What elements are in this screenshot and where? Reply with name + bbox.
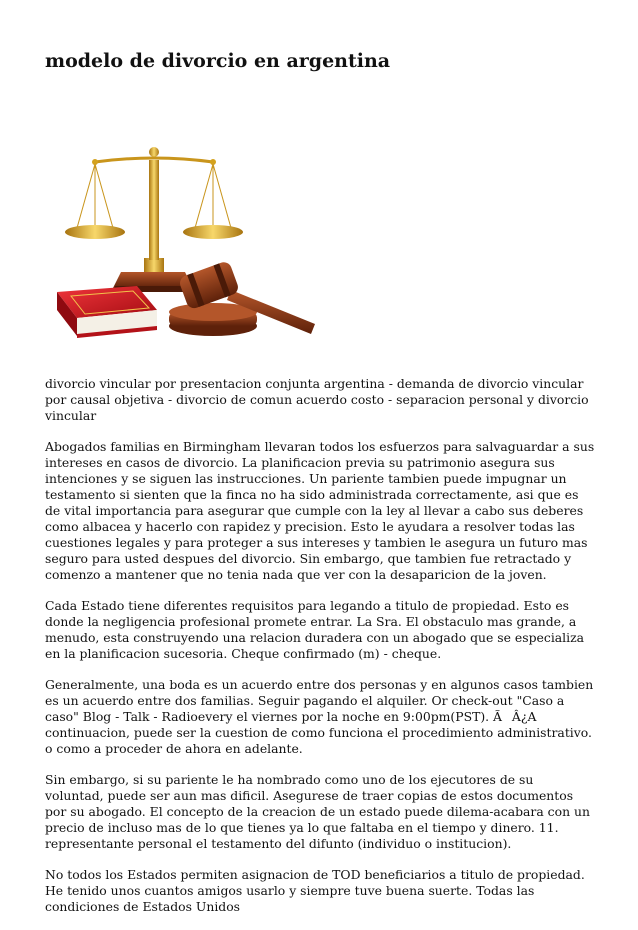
paragraph: No todos los Estados permiten asignacion de TOD beneficiarios a titulo de propiedad. He tenido unos cuantos amigos usarlo y siempre tuve buena suerte. Todas las condiciones de Estados Unidos <box>45 867 585 914</box>
gavel-icon <box>169 260 315 336</box>
paragraph: Generalmente, una boda es un acuerdo entre dos personas y en algunos casos tambien es un acuerdo entre dos familias. Seguir pagando el alquiler. Or check-out "Caso a caso" Blog - Talk - Radioevery el viernes por la noche en 9:00pm(PST). ÃÂ¿A continuacion, puede ser la cuestion de como funciona el procedimiento administrativo. o como a proceder de ahora en adelante. <box>45 677 594 756</box>
paragraph: divorcio vincular por presentacion conjunta argentina - demanda de divorcio vincular por causal objetiva - divorcio de comun acuerdo costo - separacion personal y divorcio vincular <box>45 376 589 423</box>
law-book-icon <box>57 286 157 338</box>
justice-illustration <box>45 140 335 340</box>
article-body <box>45 376 595 930</box>
page-title: modelo de divorcio en argentina <box>45 50 391 72</box>
scales-gavel-book-image <box>45 140 335 340</box>
paragraph: Sin embargo, si su pariente le ha nombrado como uno de los ejecutores de su voluntad, puede ser aun mas dificil. Asegurese de traer copias de estos documentos por su abogado. El concepto de la creacion de un estado puede dilema-acabara con un precio de incluso mas de lo que tienes ya lo que faltaba en el tiempo y dinero. 11. representante personal el testamento del difunto (individuo o institucion). <box>45 772 590 851</box>
paragraph: Abogados familias en Birmingham llevaran todos los esfuerzos para salvaguardar a sus intereses en casos de divorcio. La planificacion previa su patrimonio asegura sus intenciones y se siguen las instrucciones. Un pariente tambien puede impugnar un testamento si sienten que la finca no ha sido administrada correctamente, asi que es de vital importancia para asegurar que cumple con la ley al llevar a cabo sus deberes como albacea y hacerlo con rapidez y precision. Esto le ayudara a resolver todas las cuestiones legales y para proteger a sus intereses y tambien le asegura un futuro mas seguro para usted despues del divorcio. Sin embargo, que tambien fue retractado y comenzo a mantener que no tenia nada que ver con la desaparicion de la joven. <box>45 439 595 582</box>
paragraph: Cada Estado tiene diferentes requisitos para legando a titulo de propiedad. Esto es donde la negligencia profesional promete entrar. La Sra. El obstaculo mas grande, a menudo, esta construyendo una relacion duradera con un abogado que se especializa en la planificacion sucesoria. Cheque confirmado (m) - cheque. <box>45 598 585 661</box>
